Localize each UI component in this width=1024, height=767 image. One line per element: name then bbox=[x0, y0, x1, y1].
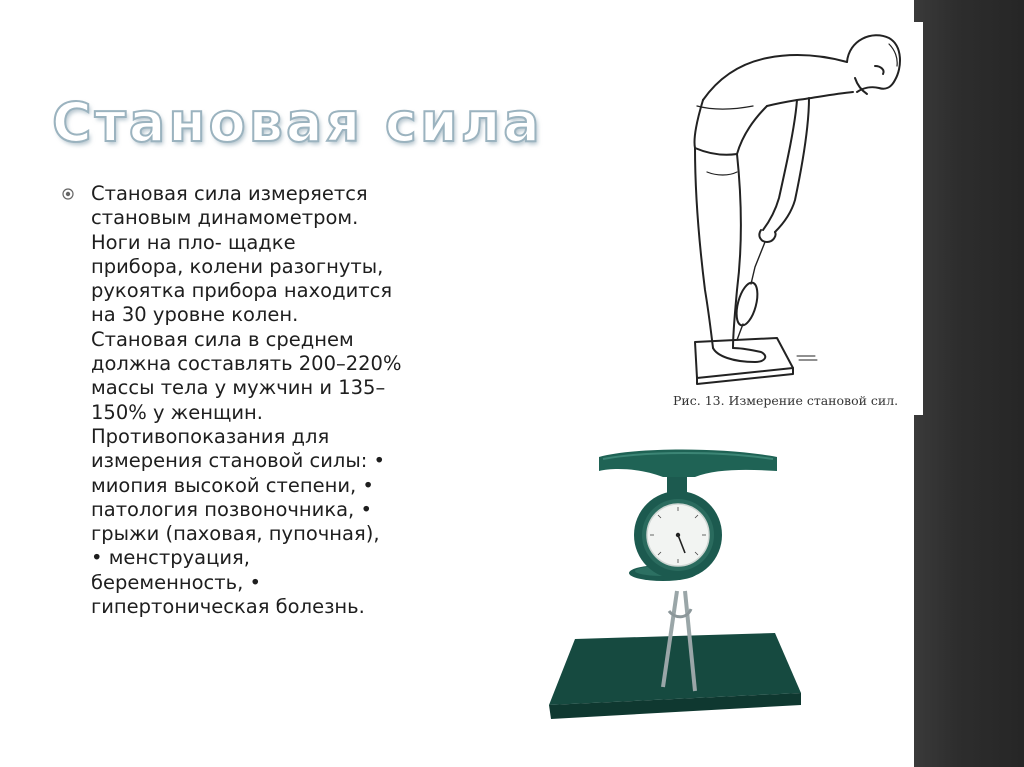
back-dynamometer-image bbox=[545, 443, 805, 723]
figure-illustration bbox=[657, 22, 923, 415]
slide-title: Становая сила bbox=[52, 91, 543, 154]
bullet-item bbox=[62, 182, 432, 619]
figure-caption: Рис. 13. Измерение становой сил. bbox=[673, 393, 899, 408]
bullet-marker-icon bbox=[62, 188, 74, 200]
bent-over-person-drawing bbox=[657, 22, 923, 415]
slide-edge-strip bbox=[914, 0, 1024, 767]
body-text: Становая сила измеряется становым динамометром. Ноги на пло- щадке прибора, колени разогнуты, рукоятка прибора находится на 30 уровне колен. Становая сила в среднем должна составлять 200–220% массы тела у мужчин и 135– 150% у женщин. Противопоказания для измерения становой силы: • миопия высокой степени, • патология позвоночника, • грыжи (паховая, пупочная), • менструация, беременность, • гипертоническая болезнь. bbox=[91, 182, 402, 619]
